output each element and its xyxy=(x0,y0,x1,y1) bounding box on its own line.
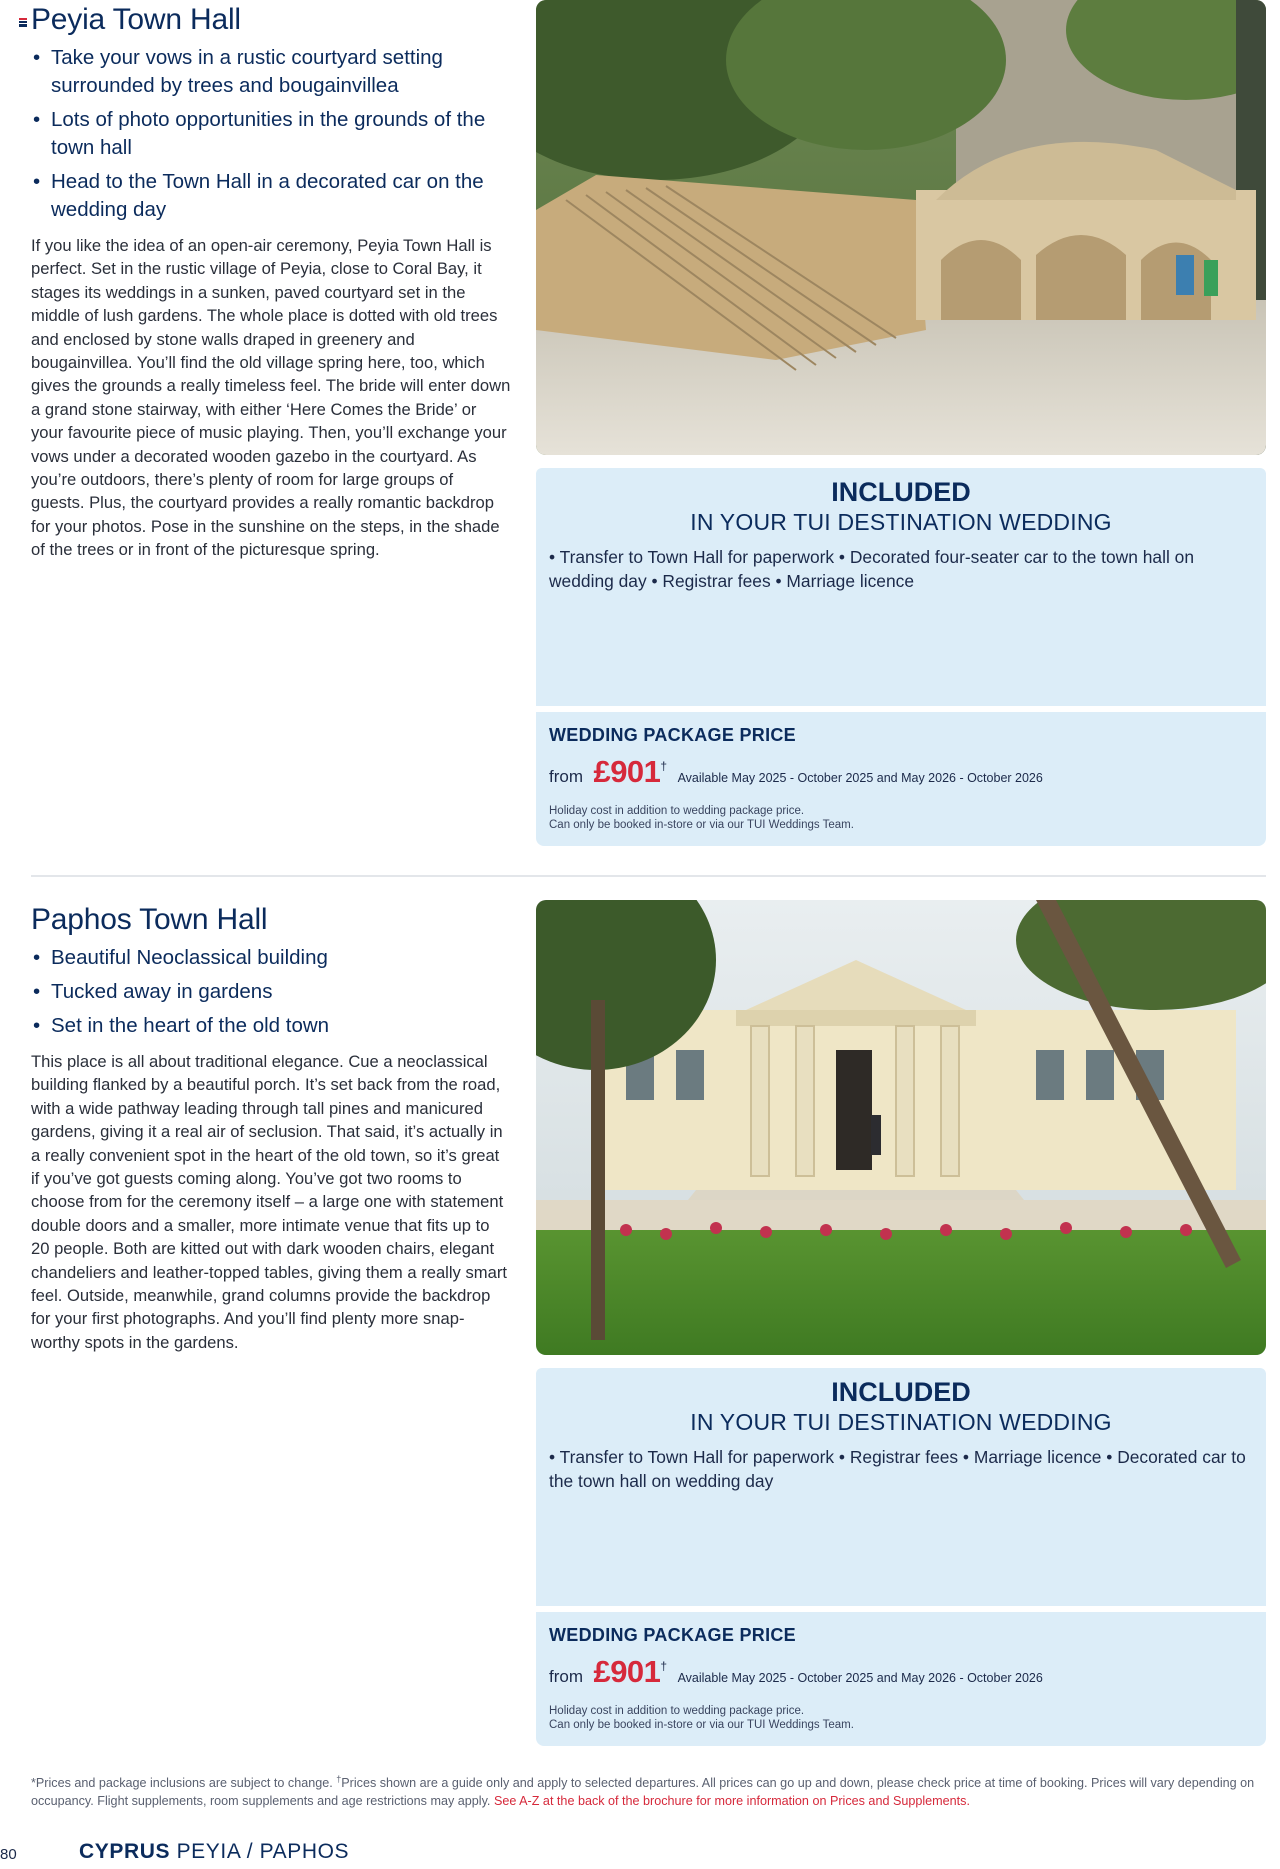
included-panel xyxy=(536,468,1266,706)
highlight-item: • Take your vows in a rustic courtyard setting surrounded by trees and bougainvillea xyxy=(33,46,443,97)
bullet-icon: • xyxy=(33,1014,41,1037)
bullet-icon: • xyxy=(33,108,41,131)
included-subheading: IN YOUR TUI DESTINATION WEDDING xyxy=(690,1409,1112,1435)
bullet-icon: • xyxy=(33,980,41,1003)
highlights-list xyxy=(31,944,511,1040)
bullet-icon: • xyxy=(33,170,41,193)
venue-section-paphos xyxy=(0,900,1280,1760)
availability-text: Available May 2025 - October 2025 and May 2026 - October 2026 xyxy=(677,1671,1043,1685)
price-notes xyxy=(549,804,854,832)
highlight-item: • Beautiful Neoclassical building xyxy=(31,944,511,972)
page-number: 80 xyxy=(0,1846,17,1863)
price-amount: £901 xyxy=(593,1654,661,1689)
section-marker-icon xyxy=(19,18,27,27)
footnote-link[interactable]: See A-Z at the back of the brochure for more information on Prices and Supplements. xyxy=(493,1794,970,1809)
included-list: • Transfer to Town Hall for paperwork • Decorated four-seater car to the town hall on wedding day • Registrar fees • Marriage licence xyxy=(549,547,1194,591)
price-from-label: from xyxy=(549,767,583,786)
price-note: Holiday cost in addition to wedding package price. xyxy=(549,805,805,817)
footnote xyxy=(31,1770,1271,1810)
availability-text: Available May 2025 - October 2025 and May 2026 - October 2026 xyxy=(677,771,1043,785)
price-note: Can only be booked in-store or via our TUI Weddings Team. xyxy=(549,819,854,831)
included-panel xyxy=(536,1368,1266,1606)
footnote-text: *Prices and package inclusions are subject to change. xyxy=(31,1776,337,1791)
price-row xyxy=(549,1654,1043,1694)
bullet-icon: • xyxy=(33,46,41,69)
breadcrumb xyxy=(79,1840,349,1864)
highlight-item: • Head to the Town Hall in a decorated car on the wedding day xyxy=(33,170,484,221)
bullet-icon: • xyxy=(33,946,41,969)
breadcrumb-country: CYPRUS xyxy=(79,1840,171,1863)
venue-text-column xyxy=(31,0,511,578)
price-dagger: † xyxy=(660,758,668,773)
price-panel xyxy=(536,1612,1266,1746)
price-panel xyxy=(536,712,1266,846)
footnote-dagger: † xyxy=(336,1774,342,1784)
town-hall-photo-illustration xyxy=(536,900,1266,1355)
price-amount: £901 xyxy=(593,754,661,789)
highlight-item: • Tucked away in gardens xyxy=(31,978,511,1006)
venue-section-peyia xyxy=(0,0,1280,860)
venue-photo xyxy=(536,0,1266,455)
price-note: Can only be booked in-store or via our TUI Weddings Team. xyxy=(549,1719,854,1731)
venue-photo xyxy=(536,900,1266,1355)
highlight-item: • Set in the heart of the old town xyxy=(31,1012,511,1040)
venue-title: Peyia Town Hall xyxy=(31,3,241,36)
highlight-item: • Lots of photo opportunities in the grounds of the town hall xyxy=(33,108,486,159)
venue-text-column xyxy=(31,900,511,1371)
price-from-label: from xyxy=(549,1667,583,1686)
price-heading: WEDDING PACKAGE PRICE xyxy=(549,725,796,745)
section-divider xyxy=(31,875,1266,877)
price-notes xyxy=(549,1704,854,1732)
included-subheading: IN YOUR TUI DESTINATION WEDDING xyxy=(690,509,1112,535)
footnote-text: Prices shown are a guide only and apply to selected departures. All prices can go up and down, please check price at time of booking. Prices will vary depending on occupancy. Flight supplements, room supplements and age restrictions may apply. xyxy=(31,1776,1255,1809)
price-dagger: † xyxy=(660,1658,668,1673)
included-heading: INCLUDED xyxy=(831,1377,971,1407)
price-row xyxy=(549,754,1043,794)
venue-description: If you like the idea of an open-air ceremony, Peyia Town Hall is perfect. Set in the rustic village of Peyia, close to Coral Bay, it stages its weddings in a sunken, paved courtyard set in the middle of lush gardens. The whole place is dotted with old trees and enclosed by stone walls draped in greenery and bougainvillea. You’ll find the old village spring here, too, which gives the grounds a really timeless feel. The bride will enter down a grand stone stairway, with either ‘Here Comes the Bride’ or your favourite piece of music playing. Then, you’ll exchange your vows under a decorated wooden gazebo in the courtyard. As you’re outdoors, there’s plenty of room for large groups of guests. Plus, the courtyard provides a really romantic backdrop for your photos. Pose in the sunshine on the steps, in the shade of the trees or in front of the picturesque spring. xyxy=(31,236,511,560)
breadcrumb-places: PEYIA / PAPHOS xyxy=(176,1840,350,1863)
included-list: • Transfer to Town Hall for paperwork • Registrar fees • Marriage licence • Decorated car to the town hall on wedding day xyxy=(549,1447,1246,1491)
venue-title: Paphos Town Hall xyxy=(31,903,268,936)
price-note: Holiday cost in addition to wedding package price. xyxy=(549,1705,805,1717)
included-heading: INCLUDED xyxy=(831,477,971,507)
venue-description: This place is all about traditional elegance. Cue a neoclassical building flanked by a beautiful porch. It’s set back from the road, with a wide pathway leading through tall pines and manicured gardens, giving it a real air of seclusion. That said, it’s actually in a really convenient spot in the heart of the old town, so it’s great if you’ve got guests coming along. You’ve got two rooms to choose from for the ceremony itself – a large one with statement double doors and a smaller, more intimate venue that fits up to 20 people. Both are kitted out with dark wooden chairs, elegant chandeliers and leather-topped tables, giving them a really smart feel. Outside, meanwhile, grand columns provide the backdrop for your first photographs. And you’ll find plenty more snap-worthy spots in the gardens. xyxy=(31,1052,507,1352)
courtyard-photo-illustration xyxy=(536,0,1266,455)
price-heading: WEDDING PACKAGE PRICE xyxy=(549,1625,796,1645)
highlights-list xyxy=(31,44,511,224)
